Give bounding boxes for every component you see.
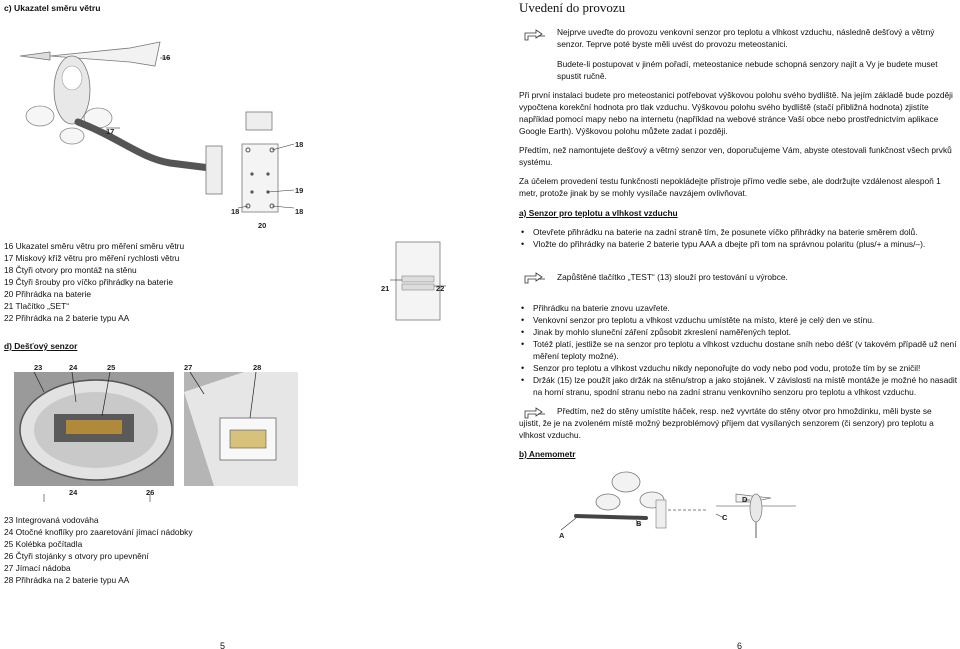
section-d-title: d) Dešťový senzor	[4, 341, 78, 351]
callout-24-a: 24	[69, 363, 78, 372]
list-item: • Držák (15) lze použít jako držák na stěnu/strop a jako stojánek. V závislosti na místě montáže je možné ho nasadit na horní stranu, spodní stranu nebo na zadní stranu venkovního senzoru pro teplotu a vlhkost vzduchu.	[519, 374, 959, 398]
callout-18-b: 18	[231, 207, 240, 216]
callout-28: 28	[253, 363, 262, 372]
pointing-hand-icon	[524, 28, 546, 42]
anemometer-label-a: A	[559, 531, 565, 540]
legend-item: 19 Čtyři šrouby pro víčko přihrádky na baterie	[4, 277, 173, 287]
intro-paragraph-1: Nejprve uveďte do provozu venkovní senzor pro teplotu a vlhkost vzduchu, následně dešťový a větrný senzor. Teprve poté byste měli uvést do provozu meteostanici.	[557, 27, 935, 49]
anemometer-assembly-illustration	[556, 466, 806, 542]
callout-16: 16	[162, 53, 171, 62]
callout-21: 21	[381, 284, 390, 293]
legend-wind-sensor	[4, 240, 184, 324]
anemometer-label-b: B	[636, 519, 642, 528]
legend-item: 28 Přihrádka na 2 baterie typu AA	[4, 575, 130, 585]
instruction-list-2	[519, 302, 959, 398]
legend-item: 20 Přihrádka na baterie	[4, 289, 92, 299]
list-item: • Vložte do přihrádky na baterie 2 baterie typu AAA a dbejte při tom na správnou polaritu (plus/+ a minus/–).	[519, 238, 957, 250]
callout-25: 25	[107, 363, 116, 372]
callout-20: 20	[258, 221, 267, 230]
rain-sensor-photo-battery	[184, 372, 298, 486]
section-b-title: b) Anemometr	[519, 449, 576, 459]
legend-item: 24 Otočné knoflíky pro zaaretování jímací nádobky	[4, 527, 193, 537]
anemometer-label-d: D	[742, 495, 748, 504]
instruction-list-1	[519, 226, 957, 250]
test-paragraph: Předtím, než namontujete dešťový a větrný senzor ven, doporučujeme Vám, abyste otestovali funkčnost všech prvků systému.	[519, 145, 952, 167]
legend-item: 26 Čtyři stojánky s otvory pro upevnění	[4, 551, 149, 561]
section-c-title: c) Ukazatel směru větru	[4, 3, 101, 13]
anemometer-label-c: C	[722, 513, 728, 522]
legend-rain-sensor	[4, 514, 193, 586]
callout-19: 19	[295, 186, 304, 195]
list-item: • Totéž platí, jestliže se na senzor pro teplotu a vlhkost vzduchu dostane sníh nebo déšť (v takovém případě už není měření teploty možné).	[519, 338, 959, 362]
placement-paragraph: Za účelem provedení testu funkčnosti nepokládejte přístroje přímo vedle sebe, ale dodržujte vzdálenost alespoň 1 metr, protože jinak by se mohly vysílače navzájem ovlivňovat.	[519, 176, 941, 198]
callout-22: 22	[436, 284, 445, 293]
install-paragraph: Při první instalaci budete pro meteostanici potřebovat výškovou polohu svého bydliště. Na jejím základě bude později vypočtena korekční hodnota pro tlak vzduchu. Výškovou polohu svého bydliště (stačí přibližná hodnota) zjistíte například pomocí mapy nebo na internetu (například na webové stránce Vaší obce nebo prostřednictvím aplikace Google Earth). Výškovou polohu můžete zadat i později.	[519, 90, 953, 136]
legend-item: 16 Ukazatel směru větru pro měření směru větru	[4, 241, 185, 251]
legend-item: 21 Tlačítko „SET“	[4, 301, 70, 311]
legend-item: 27 Jímací nádoba	[4, 563, 71, 573]
callout-18-a: 18	[295, 140, 304, 149]
legend-item: 25 Kolébka počítadla	[4, 539, 83, 549]
page-heading: Uvedení do provozu	[519, 0, 626, 15]
callout-17: 17	[106, 127, 115, 136]
legend-item: 23 Integrovaná vodováha	[4, 515, 99, 525]
list-item: • Venkovní senzor pro teplotu a vlhkost vzduchu umístěte na místo, které je celý den ve stínu.	[519, 314, 959, 326]
callout-24-b: 24	[69, 488, 78, 497]
legend-item: 22 Přihrádka na 2 baterie typu AA	[4, 313, 130, 323]
callout-18-c: 18	[295, 207, 304, 216]
section-a-title: a) Senzor pro teplotu a vlhkost vzduchu	[519, 208, 678, 218]
callout-27: 27	[184, 363, 193, 372]
list-item: • Přihrádku na baterie znovu uzavřete.	[519, 302, 959, 314]
callout-26: 26	[146, 488, 155, 497]
rain-sensor-photo-open	[14, 372, 174, 486]
mounting-plate-illustration	[228, 108, 308, 218]
list-item: • Jinak by mohlo sluneční záření způsobit zkreslení naměřených teplot.	[519, 326, 959, 338]
pointing-hand-icon	[524, 271, 546, 285]
note-wall-mount: Předtím, než do stěny umístíte háček, resp. než vyvrtáte do stěny otvor pro hmoždinku, měli byste se ujistit, že je na zvoleném místě možný bezproblémový příjem dat vysílaných senzorem (či senzory) pro teplotu a vlhkost vzduchu.	[519, 406, 934, 440]
intro-paragraph-2: Budete-li postupovat v jiném pořadí, meteostanice nebude schopná senzory najít a Vy je budete muset spustit ručně.	[557, 59, 938, 81]
legend-item: 17 Miskový kříž větru pro měření rychlosti větru	[4, 253, 180, 263]
callout-23: 23	[34, 363, 43, 372]
note-test-button: Zapůštěné tlačítko „TEST“ (13) slouží pro testování u výrobce.	[557, 272, 788, 282]
battery-compartment-illustration	[390, 236, 446, 326]
list-item: • Otevřete přihrádku na baterie na zadní straně tím, že posunete víčko přihrádky na baterie směrem dolů.	[519, 226, 957, 238]
list-item: • Senzor pro teplotu a vlhkost vzduchu nikdy neponořujte do vody nebo pod vodu, protože tím by se zničil!	[519, 362, 959, 374]
page-number-right: 6	[737, 641, 743, 649]
legend-item: 18 Čtyři otvory pro montáž na stěnu	[4, 265, 137, 275]
page-number-left: 5	[220, 641, 226, 649]
